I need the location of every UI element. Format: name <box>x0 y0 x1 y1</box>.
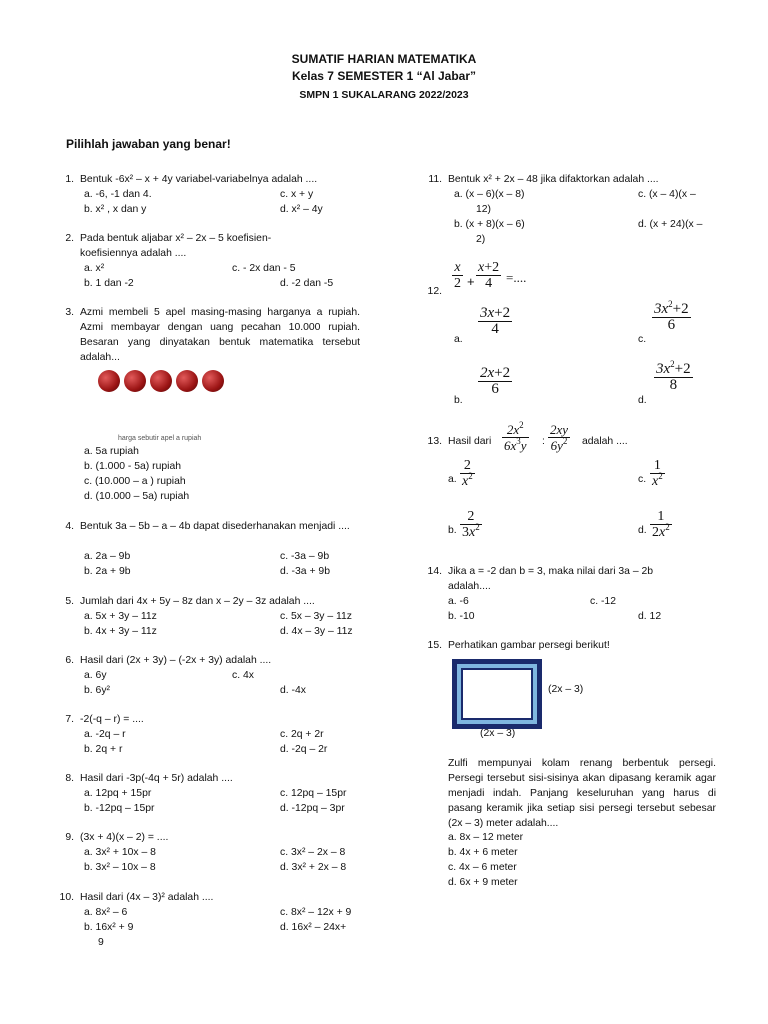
option-a: a. -6 <box>448 596 469 607</box>
q-text: -2(-q – r) = .... <box>80 714 144 725</box>
doc-subtitle: Kelas 7 SEMESTER 1 “Al Jabar” <box>291 69 477 83</box>
q-text: Hasil dari (2x + 3y) – (-2x + 3y) adalah .... <box>80 655 272 666</box>
option-a: a. -6, -1 dan 4. <box>84 189 152 200</box>
q-text: Bentuk x² + 2x – 48 jika difaktorkan adalah .... <box>448 174 659 185</box>
option-c: c. x + y <box>280 189 314 200</box>
q-text: Hasil dari -3p(-4q + 5r) adalah .... <box>80 773 233 784</box>
story-text: Zulfi mempunyai kolam renang berbentuk persegi. Persegi tersebut sisi-sisinya akan dipasang keramik agar menjadi indah. Panjang keseluruhan yang harus di pasang keramik jika setiap sisi persegi tersebut sebesar (2x – 3) meter adalah.... <box>448 758 716 829</box>
q-text: Perhatikan gambar persegi berikut! <box>448 640 610 651</box>
q-text: Bentuk 3a – 5b – a – 4b dapat disederhanakan menjadi .... <box>80 521 350 532</box>
q-post: adalah .... <box>582 436 628 447</box>
option-d-fraction: $\frac{3x^2+2}{8}$ <box>656 359 691 393</box>
q-text-line2: adalah.... <box>448 581 491 592</box>
q-text: (3x + 4)(x – 2) = .... <box>80 832 169 843</box>
option-b: b. 4x + 3y – 11z <box>84 626 157 637</box>
q-number: 7. <box>65 714 74 725</box>
option-a: a. -2q – r <box>84 729 126 740</box>
option-d: d. 4x – 3y – 11z <box>280 626 353 637</box>
q-number: 11. <box>428 174 442 185</box>
option-b: b. x² , x dan y <box>84 204 147 215</box>
colon: : <box>542 436 545 447</box>
q-number: 5. <box>65 596 74 607</box>
option-a: a. 2a – 9b <box>84 551 131 562</box>
q-text: Jumlah dari 4x + 5y – 8z dan x – 2y – 3z adalah .... <box>80 596 315 607</box>
instruction: Pilihlah jawaban yang benar! <box>66 137 231 151</box>
option-c: c. -12 <box>590 596 616 607</box>
option-c: c. 3x² – 2x – 8 <box>280 847 346 858</box>
option-d: d. -2q – 2r <box>280 744 328 755</box>
option-c-fraction: $\frac{3x^2+2}{6}$ <box>654 299 689 333</box>
doc-school: SMPN 1 SUKALARANG 2022/2023 <box>299 89 469 101</box>
option-b-fraction: $\frac{2}{3x^2}$ <box>462 509 480 540</box>
option-b-cont: 9 <box>98 937 104 948</box>
option-b: b. 6y² <box>84 685 110 696</box>
q-number: 1. <box>65 174 74 185</box>
option-a: a. 3x² + 10x – 8 <box>84 847 156 858</box>
option-d: d. 6x + 9 meter <box>448 877 518 888</box>
option-c: c. (x – 4)(x – <box>638 189 696 200</box>
q-number: 4. <box>65 521 74 532</box>
option-d: d. 12 <box>638 611 662 622</box>
option-d-fraction: $\frac{1}{2x^2}$ <box>652 509 670 540</box>
option-a: a. x² <box>84 263 105 274</box>
q-number: 14. <box>427 566 442 577</box>
option-c: c. 5x – 3y – 11z <box>280 611 353 622</box>
option-a: a. <box>454 334 463 345</box>
q-number: 3. <box>65 307 74 318</box>
plus: + <box>467 274 475 289</box>
option-a: a. 8x – 12 meter <box>448 832 524 843</box>
q-number: 2. <box>65 233 74 244</box>
apples-caption: harga sebutir apel a rupiah <box>118 435 202 442</box>
option-d: d. <box>638 395 647 406</box>
option-a-fraction: $\frac{2}{x^2}$ <box>462 458 473 489</box>
q-text-line1: Pada bentuk aljabar x² – 2x – 5 koefisien- <box>80 233 272 244</box>
option-d: d. -12pq – 3pr <box>280 803 345 814</box>
square-figure <box>452 659 542 729</box>
option-a: a. <box>448 474 457 485</box>
option-c: c. (10.000 – a ) rupiah <box>84 476 186 487</box>
option-a: a. 6y <box>84 670 107 681</box>
q-text: Hasil dari (4x – 3)² adalah .... <box>80 892 214 903</box>
option-b: b. -10 <box>448 611 475 622</box>
option-c-fraction: $\frac{1}{x^2}$ <box>652 458 663 489</box>
option-b: b. 1 dan -2 <box>84 278 134 289</box>
option-b-cont: 2) <box>476 234 486 245</box>
question-13 <box>422 422 742 552</box>
option-a-cont: 12) <box>476 204 492 215</box>
q-number: 9. <box>65 832 74 843</box>
option-b: b. 16x² + 9 <box>84 922 134 933</box>
q-number: 8. <box>65 773 74 784</box>
option-b: b. 2q + r <box>84 744 123 755</box>
option-d: d. 16x² – 24x+ <box>280 922 347 933</box>
q-pre: Hasil dari <box>448 436 492 447</box>
option-c: c. <box>638 334 647 345</box>
side-label-right: (2x – 3) <box>548 684 584 695</box>
side-label-bottom: (2x – 3) <box>480 728 516 739</box>
q-text: Bentuk -6x² – x + 4y variabel-variabelnya adalah .... <box>80 174 318 185</box>
option-b: b. -12pq – 15pr <box>84 803 155 814</box>
option-a-fraction: $\frac{3x+2}{4}$ <box>480 305 511 337</box>
option-d: d. <box>638 525 647 536</box>
q13-divisor: $\frac{2xy}{6y^2}$ <box>550 422 569 453</box>
q-text-line1: Jika a = -2 dan b = 3, maka nilai dari 3a – 2b <box>448 566 654 577</box>
option-c: c. 4x <box>232 670 254 681</box>
option-b: b. 2a + 9b <box>84 566 131 577</box>
option-a: a. (x – 6)(x – 8) <box>454 189 525 200</box>
option-c: c. 8x² – 12x + 9 <box>280 907 352 918</box>
q-number: 6. <box>65 655 74 666</box>
apples-image <box>98 368 228 398</box>
option-a: a. 12pq + 15pr <box>84 788 152 799</box>
option-c: c. 12pq – 15pr <box>280 788 347 799</box>
option-d: d. x² – 4y <box>280 204 323 215</box>
option-b: b. <box>454 395 463 406</box>
option-c: c. <box>638 474 647 485</box>
option-c: c. - 2x dan - 5 <box>232 263 296 274</box>
option-b: b. 3x² – 10x – 8 <box>84 862 156 873</box>
option-b: b. 4x + 6 meter <box>448 847 518 858</box>
option-c: c. -3a – 9b <box>280 551 330 562</box>
q-number: 15. <box>427 640 442 651</box>
option-b: b. <box>448 525 457 536</box>
question-12 <box>422 260 742 410</box>
option-d: d. (x + 24)(x – <box>638 219 703 230</box>
q-number: 10. <box>59 892 74 903</box>
q-number: 12. <box>427 286 442 297</box>
q12-term-1: $\frac{x}{2}$ <box>454 260 461 291</box>
option-d: d. -4x <box>280 685 306 696</box>
equals-dots: =.... <box>506 270 527 285</box>
doc-title: SUMATIF HARIAN MATEMATIKA <box>291 52 477 66</box>
option-d: d. 3x² + 2x – 8 <box>280 862 347 873</box>
q-number: 13. <box>427 436 442 447</box>
option-d: d. (10.000 – 5a) rupiah <box>84 491 190 502</box>
q-text-line2: koefisiennya adalah .... <box>80 248 187 259</box>
option-a: a. 5x + 3y – 11z <box>84 611 157 622</box>
q13-dividend: $\frac{2x^2}{6x^3y}$ <box>504 420 527 453</box>
option-c: c. 4x – 6 meter <box>448 862 517 873</box>
option-b: b. (x + 8)(x – 6) <box>454 219 525 230</box>
option-a: a. 8x² – 6 <box>84 907 128 918</box>
option-d: d. -2 dan -5 <box>280 278 334 289</box>
option-a: a. 5a rupiah <box>84 446 139 457</box>
option-c: c. 2q + 2r <box>280 729 324 740</box>
q12-term-2: $\frac{x+2}{4}$ <box>478 260 500 291</box>
q-text: Azmi membeli 5 apel masing-masing harganya a rupiah. Azmi membayar dengan uang pecahan 10.000 rupiah. Besaran yang dinyatakan bentuk matematika tersebut adalah... <box>80 307 360 363</box>
option-b: b. (1.000 - 5a) rupiah <box>84 461 182 472</box>
option-d: d. -3a + 9b <box>280 566 330 577</box>
option-b-fraction: $\frac{2x+2}{6}$ <box>480 365 511 397</box>
